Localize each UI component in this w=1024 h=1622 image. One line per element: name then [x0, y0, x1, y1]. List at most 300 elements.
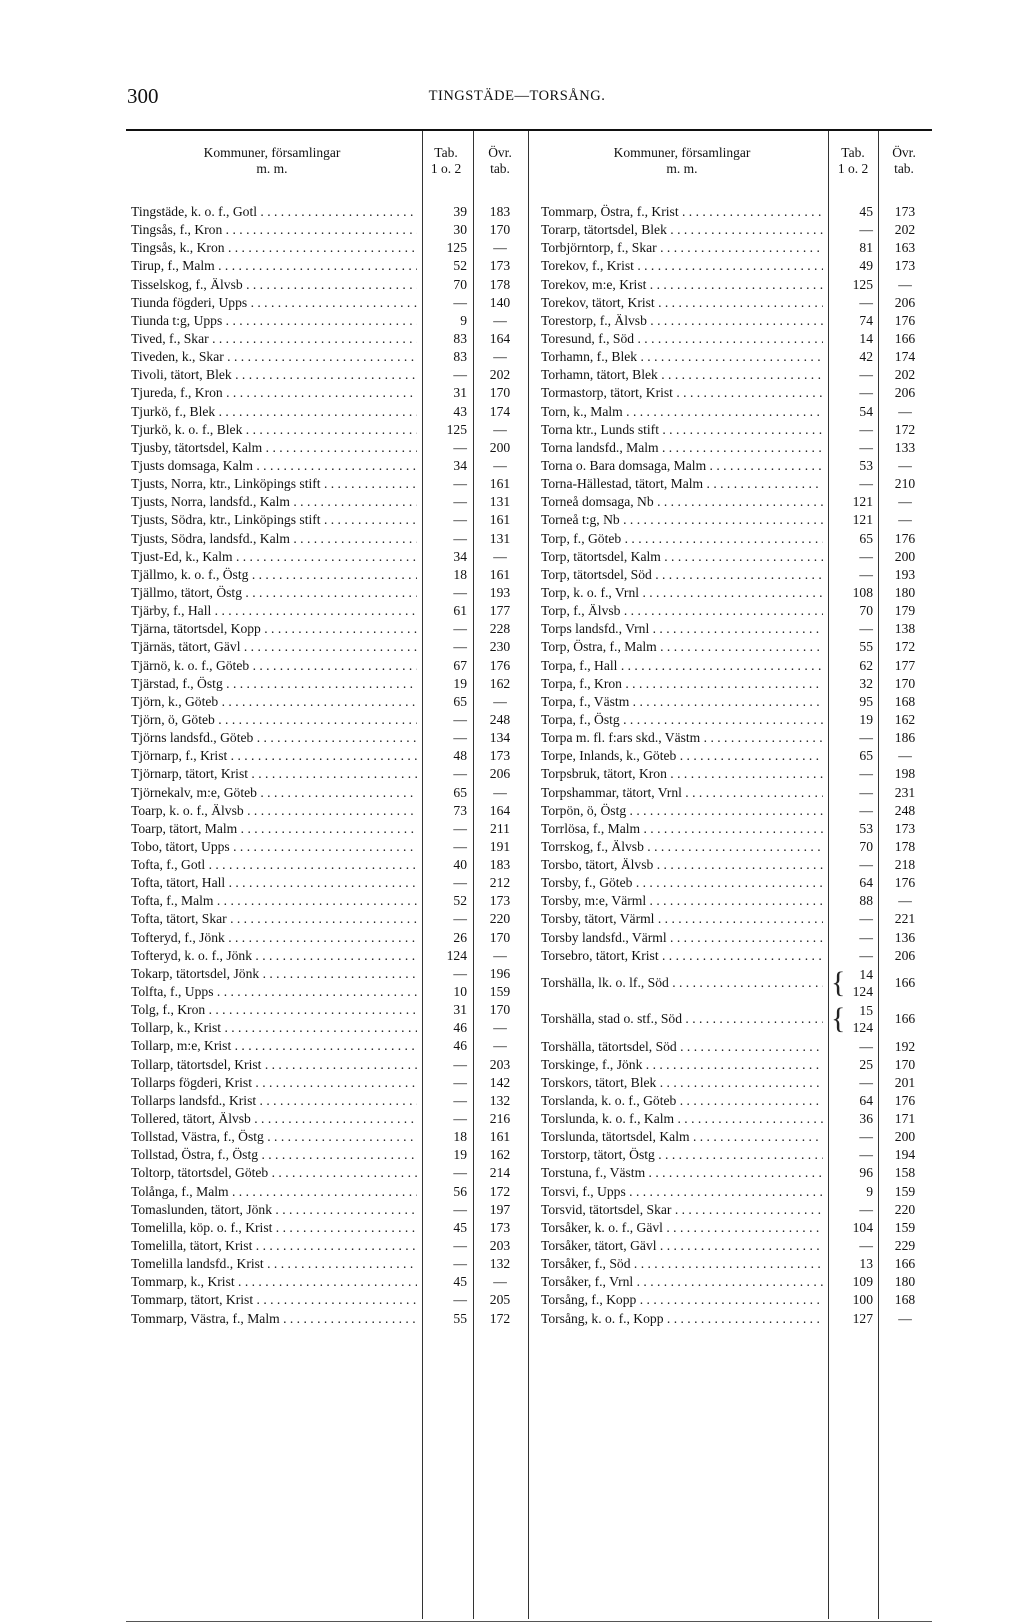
index-row: [127, 439, 527, 457]
other-table-reference: 166: [894, 974, 916, 990]
other-table-reference: 140: [489, 294, 511, 310]
other-table-reference: 193: [489, 584, 511, 600]
other-table-reference: 132: [489, 1256, 511, 1272]
index-row: [127, 584, 527, 602]
index-row: [537, 1038, 931, 1056]
other-table-reference: 202: [894, 367, 916, 383]
other-table-reference: —: [898, 276, 912, 292]
place-name: Tjureda, f., Kron . . .: [131, 384, 417, 402]
place-name: Tollarp, tätortsdel, Krist . . .: [131, 1056, 417, 1074]
tab-reference: —: [453, 294, 467, 310]
tab-reference: —: [859, 766, 873, 782]
other-table-reference: —: [493, 349, 507, 365]
other-table-reference: 159: [489, 984, 511, 1000]
place-name: Torsvi, f., Upps . . .: [541, 1183, 823, 1201]
other-table-reference: 166: [894, 1011, 916, 1027]
header-text: Övr.: [488, 145, 512, 160]
place-name: Torpa, f., Hall . . .: [541, 657, 823, 675]
index-row: [537, 729, 931, 747]
other-table-reference: 183: [489, 204, 511, 219]
tab-reference: 40: [453, 857, 467, 873]
tab-reference: —: [453, 367, 467, 383]
place-name: Torekov, tätort, Krist . . .: [541, 294, 823, 312]
tab-reference: 65: [453, 693, 467, 709]
place-name: Torn, k., Malm . . .: [541, 403, 823, 421]
place-name: Tofteryd, k. o. f., Jönk . . .: [131, 947, 417, 965]
tab-reference: —: [859, 1074, 873, 1090]
other-table-reference: 173: [894, 820, 916, 836]
index-row: [537, 294, 931, 312]
place-name: Torsby landsfd., Värml . . .: [541, 929, 823, 947]
index-row: [537, 820, 931, 838]
index-row: [537, 1273, 931, 1291]
tab-reference: 31: [453, 385, 467, 401]
place-name: Tofta, tätort, Hall . . .: [131, 874, 417, 892]
other-table-reference: 191: [489, 838, 511, 854]
index-row: [537, 1164, 931, 1182]
index-row: [127, 1164, 527, 1182]
place-name: Tolg, f., Kron . . .: [131, 1001, 417, 1019]
index-row: [127, 620, 527, 638]
tab-reference: 55: [453, 1310, 467, 1326]
index-row: [127, 1201, 527, 1219]
tab-reference: 45: [453, 1274, 467, 1290]
place-name: Torstuna, f., Västm . . .: [541, 1164, 823, 1182]
place-name: Tingsås, f., Kron . . .: [131, 221, 417, 239]
index-row: [537, 566, 931, 584]
index-row: [537, 548, 931, 566]
tab-reference: 65: [859, 748, 873, 764]
index-row: [537, 1074, 931, 1092]
place-name: Torhamn, tätort, Blek . . .: [541, 366, 823, 384]
tab-reference: 26: [453, 929, 467, 945]
index-row: [127, 548, 527, 566]
other-table-reference: 202: [894, 222, 916, 238]
tab-reference: —: [859, 621, 873, 637]
other-table-reference: —: [493, 312, 507, 328]
other-table-reference: 194: [894, 1147, 916, 1163]
tab-reference: 109: [852, 1274, 873, 1290]
other-table-reference: 200: [894, 548, 916, 564]
index-row: [537, 910, 931, 928]
tab-reference: —: [859, 947, 873, 963]
tab-reference: 88: [859, 893, 873, 909]
index-row: [127, 765, 527, 783]
other-table-reference: 138: [894, 621, 916, 637]
place-name: Torps landsfd., Vrnl . . .: [541, 620, 823, 638]
tab-reference: —: [859, 367, 873, 383]
place-name: Tjärnö, k. o. f., Göteb . . .: [131, 657, 417, 675]
place-name: Torpsbruk, tätort, Kron . . .: [541, 765, 823, 783]
index-row: [127, 856, 527, 874]
other-table-reference: 168: [894, 693, 916, 709]
place-name: Tjärby, f., Hall . . .: [131, 602, 417, 620]
index-row: [127, 1001, 527, 1019]
other-table-reference: —: [493, 1020, 507, 1036]
place-name: Torshälla, tätortsdel, Söd . . .: [541, 1038, 823, 1056]
place-name: Tjusts, Norra, landsfd., Kalm . . .: [131, 493, 417, 511]
place-name: Tollstad, Östra, f., Östg . . .: [131, 1146, 417, 1164]
index-row: [127, 693, 527, 711]
place-name: Torshälla, stad o. stf., Söd . . .: [541, 1001, 823, 1037]
other-table-reference: 200: [894, 1129, 916, 1145]
index-row: [127, 1092, 527, 1110]
index-row: [537, 239, 931, 257]
index-row: [127, 530, 527, 548]
other-table-reference: 210: [894, 476, 916, 492]
place-name: Tomelilla landsfd., Krist . . .: [131, 1255, 417, 1273]
other-table-reference: 173: [894, 258, 916, 274]
place-name: Torp, tätortsdel, Kalm . . .: [541, 548, 823, 566]
place-name: Torekov, f., Krist . . .: [541, 257, 823, 275]
tab-reference: 34: [453, 548, 467, 564]
other-table-reference: 211: [490, 820, 510, 836]
tab-reference: —: [859, 1201, 873, 1217]
tab-column-header: [424, 145, 468, 177]
index-row: [537, 257, 931, 275]
other-table-reference: 172: [489, 1183, 511, 1199]
right-rows: [537, 203, 931, 1328]
place-name: Torna o. Bara domsaga, Malm . . .: [541, 457, 823, 475]
tab-reference: 54: [859, 403, 873, 419]
place-name: Torslanda, k. o. f., Göteb . . .: [541, 1092, 823, 1110]
tab-reference: —: [453, 621, 467, 637]
other-table-reference: 173: [489, 258, 511, 274]
place-name: Tjurkö, k. o. f., Blek . . .: [131, 421, 417, 439]
other-table-reference: 216: [489, 1111, 511, 1127]
index-row: [127, 747, 527, 765]
other-table-reference: 228: [489, 621, 511, 637]
place-name: Tolånga, f., Malm . . .: [131, 1183, 417, 1201]
place-name: Torpe, Inlands, k., Göteb . . .: [541, 747, 823, 765]
index-row: [537, 747, 931, 765]
place-name: Tofta, f., Gotl . . .: [131, 856, 417, 874]
other-table-reference: 162: [894, 711, 916, 727]
tab-reference: —: [453, 1292, 467, 1308]
place-name: Torsång, k. o. f., Kopp . . .: [541, 1310, 823, 1328]
place-name: Torslunda, k. o. f., Kalm . . .: [541, 1110, 823, 1128]
index-row: [127, 1110, 527, 1128]
header-text: 1 o. 2: [837, 161, 869, 176]
other-table-reference: 218: [894, 857, 916, 873]
place-name: Tivoli, tätort, Blek . . .: [131, 366, 417, 384]
header-text: Tab.: [434, 145, 458, 160]
ovr-column-header: [474, 145, 526, 177]
other-table-reference: —: [898, 457, 912, 473]
header-text: 1 o. 2: [430, 161, 462, 176]
tab-reference: 53: [859, 820, 873, 836]
tab-reference: —: [859, 421, 873, 437]
tab-reference: 83: [453, 330, 467, 346]
index-row: [127, 602, 527, 620]
index-row: [127, 1183, 527, 1201]
tab-reference: 70: [859, 603, 873, 619]
header-text: Kommuner, församlingar: [613, 145, 751, 160]
other-table-reference: 197: [489, 1201, 511, 1217]
tab-reference: 65: [859, 530, 873, 546]
tab-reference: 127: [852, 1310, 873, 1326]
place-name: Tirup, f., Malm . . .: [131, 257, 417, 275]
index-row: [537, 1146, 931, 1164]
other-table-reference: 206: [894, 385, 916, 401]
index-row: [127, 1310, 527, 1328]
tab-reference: —: [453, 820, 467, 836]
index-row: [537, 693, 931, 711]
other-table-reference: 176: [894, 875, 916, 891]
tab-reference: —: [453, 530, 467, 546]
place-name: Tjärnäs, tätort, Gävl . . .: [131, 638, 417, 656]
tab-reference: —: [859, 1129, 873, 1145]
place-name: Torp, Östra, f., Malm . . .: [541, 638, 823, 656]
other-table-reference: —: [898, 512, 912, 528]
other-table-reference: 161: [489, 476, 511, 492]
other-table-reference: —: [493, 1274, 507, 1290]
index-row: [127, 239, 527, 257]
other-table-reference: 180: [894, 584, 916, 600]
index-row: [127, 965, 527, 983]
brace-symbol: {: [831, 965, 846, 999]
ovr-column-header: [879, 145, 929, 177]
index-row: [127, 1019, 527, 1037]
place-name: Torstorp, tätort, Östg . . .: [541, 1146, 823, 1164]
other-table-reference: 180: [894, 1274, 916, 1290]
other-table-reference: —: [493, 1038, 507, 1054]
tab-reference: 96: [859, 1165, 873, 1181]
other-table-reference: 170: [489, 1002, 511, 1018]
index-row: [127, 1291, 527, 1309]
tab-reference: —: [453, 1111, 467, 1127]
tab-reference: 32: [859, 675, 873, 691]
place-name: Tollarps landsfd., Krist . . .: [131, 1092, 417, 1110]
place-name: Tolfta, f., Upps . . .: [131, 983, 417, 1001]
place-name: Torskinge, f., Jönk . . .: [541, 1056, 823, 1074]
index-row: [127, 1037, 527, 1055]
other-table-reference: —: [493, 240, 507, 256]
tab-reference: 83: [453, 349, 467, 365]
index-row: [537, 276, 931, 294]
place-name: Tjörnarp, f., Krist . . .: [131, 747, 417, 765]
place-name: Tisselskog, f., Älvsb . . .: [131, 276, 417, 294]
tab-reference: 34: [453, 457, 467, 473]
place-name: Torna ktr., Lunds stift . . .: [541, 421, 823, 439]
tab-reference: 15: [859, 1003, 873, 1019]
index-row: [537, 602, 931, 620]
other-table-reference: 198: [894, 766, 916, 782]
other-table-reference: 178: [489, 276, 511, 292]
place-name: Tjusby, tätortsdel, Kalm . . .: [131, 439, 417, 457]
tab-reference: 9: [460, 312, 467, 328]
place-name: Tingsås, k., Kron . . .: [131, 239, 417, 257]
place-name: Tjurkö, f., Blek . . .: [131, 403, 417, 421]
index-row: [537, 947, 931, 965]
place-name: Tomaslunden, tätort, Jönk . . .: [131, 1201, 417, 1219]
place-name: Tommarp, Västra, f., Malm . . .: [131, 1310, 417, 1328]
place-name: Tofta, tätort, Skar . . .: [131, 910, 417, 928]
index-row: [127, 384, 527, 402]
tab-reference: 65: [453, 784, 467, 800]
tab-reference: —: [859, 222, 873, 238]
tab-reference: —: [453, 476, 467, 492]
other-table-reference: 161: [489, 566, 511, 582]
index-row: [127, 203, 527, 221]
other-table-reference: 164: [489, 330, 511, 346]
tab-reference: —: [453, 875, 467, 891]
other-table-reference: —: [898, 494, 912, 510]
index-row: [537, 838, 931, 856]
place-name: Tommarp, Östra, f., Krist . . .: [541, 203, 823, 221]
index-row: [127, 366, 527, 384]
tab-reference: —: [859, 784, 873, 800]
index-row: [537, 366, 931, 384]
place-name: Tjörns landsfd., Göteb . . .: [131, 729, 417, 747]
index-row: [537, 620, 931, 638]
other-table-reference: 170: [894, 675, 916, 691]
tab-reference: 67: [453, 657, 467, 673]
other-table-reference: 172: [894, 639, 916, 655]
tab-reference: 52: [453, 258, 467, 274]
other-table-reference: 142: [489, 1074, 511, 1090]
place-name: Tingstäde, k. o. f., Gotl . . .: [131, 203, 417, 221]
tab-reference: —: [453, 1165, 467, 1181]
other-table-reference: —: [898, 748, 912, 764]
place-name: Toresund, f., Söd . . .: [541, 330, 823, 348]
index-row: [127, 874, 527, 892]
index-row: [127, 1056, 527, 1074]
index-row: [537, 711, 931, 729]
other-table-reference: 230: [489, 639, 511, 655]
other-table-reference: 196: [489, 965, 511, 981]
other-table-reference: 229: [894, 1238, 916, 1254]
tab-reference: 124: [852, 1020, 873, 1036]
tab-reference: 121: [852, 494, 873, 510]
header-text: Övr.: [892, 145, 916, 160]
index-row: [537, 638, 931, 656]
index-row: [127, 638, 527, 656]
header-text: Tab.: [841, 145, 865, 160]
other-table-reference: 173: [894, 204, 916, 219]
tab-reference: 73: [453, 802, 467, 818]
other-table-reference: —: [493, 548, 507, 564]
other-table-reference: 220: [489, 911, 511, 927]
tab-reference: 55: [859, 639, 873, 655]
name-column-header: [537, 145, 827, 177]
tab-reference: —: [859, 911, 873, 927]
index-row: [127, 1273, 527, 1291]
tab-reference: 125: [852, 276, 873, 292]
tab-reference: 108: [852, 584, 873, 600]
other-table-reference: 166: [894, 330, 916, 346]
other-table-reference: 248: [489, 711, 511, 727]
place-name: Torneå t:g, Nb . . .: [541, 511, 823, 529]
index-row: [127, 657, 527, 675]
tab-reference: 100: [852, 1292, 873, 1308]
place-name: Tofteryd, f., Jönk . . .: [131, 929, 417, 947]
tab-reference: 43: [453, 403, 467, 419]
index-row: [127, 403, 527, 421]
index-row: [537, 1110, 931, 1128]
index-row: [127, 330, 527, 348]
tab-reference: —: [859, 548, 873, 564]
other-table-reference: 164: [489, 802, 511, 818]
tab-reference: —: [859, 439, 873, 455]
other-table-reference: 172: [894, 421, 916, 437]
other-table-reference: 221: [894, 911, 916, 927]
other-table-reference: 186: [894, 730, 916, 746]
tab-reference: 62: [859, 657, 873, 673]
tab-reference: 124: [852, 983, 873, 999]
place-name: Tjörnarp, tätort, Krist . . .: [131, 765, 417, 783]
tab-reference: —: [859, 294, 873, 310]
tab-reference: 64: [859, 1092, 873, 1108]
tab-reference: —: [453, 711, 467, 727]
index-row: [537, 1201, 931, 1219]
place-name: Torsbo, tätort, Älvsb . . .: [541, 856, 823, 874]
tab-reference: 64: [859, 875, 873, 891]
index-row: [537, 657, 931, 675]
index-row: [537, 330, 931, 348]
index-row: [127, 348, 527, 366]
index-row: [127, 1237, 527, 1255]
index-row: [127, 929, 527, 947]
index-row: [537, 403, 931, 421]
other-table-reference: —: [493, 693, 507, 709]
other-table-reference: 172: [489, 1310, 511, 1326]
brace-symbol: {: [831, 1002, 846, 1036]
other-table-reference: 176: [894, 312, 916, 328]
place-name: Torp, k. o. f., Vrnl . . .: [541, 584, 823, 602]
place-name: Torsebro, tätort, Krist . . .: [541, 947, 823, 965]
index-row: [537, 1291, 931, 1309]
place-name: Torpa, f., Kron . . .: [541, 675, 823, 693]
index-row: [127, 421, 527, 439]
tab-reference: —: [859, 857, 873, 873]
place-name: Tiveden, k., Skar . . .: [131, 348, 417, 366]
other-table-reference: 168: [894, 1292, 916, 1308]
index-row: [537, 1219, 931, 1237]
other-table-reference: 179: [894, 603, 916, 619]
index-row: [127, 475, 527, 493]
other-table-reference: —: [493, 947, 507, 963]
place-name: Torpshammar, tätort, Vrnl . . .: [541, 784, 823, 802]
other-table-reference: 192: [894, 1038, 916, 1054]
tab-reference: —: [859, 476, 873, 492]
tab-reference: —: [453, 1201, 467, 1217]
index-row: [537, 675, 931, 693]
index-row: [127, 910, 527, 928]
tab-reference: 19: [859, 711, 873, 727]
other-table-reference: 174: [489, 403, 511, 419]
index-row: [537, 892, 931, 910]
place-name: Torp, tätortsdel, Söd . . .: [541, 566, 823, 584]
place-name: Torestorp, f., Älvsb . . .: [541, 312, 823, 330]
tab-reference: 125: [446, 240, 467, 256]
tab-reference: 19: [453, 1147, 467, 1163]
place-name: Tiunda t:g, Upps . . .: [131, 312, 417, 330]
place-name: Tomelilla, köp. o. f., Krist . . .: [131, 1219, 417, 1237]
index-row: [537, 1237, 931, 1255]
other-table-reference: 173: [489, 893, 511, 909]
tab-reference: 104: [852, 1219, 873, 1235]
index-row: [537, 1056, 931, 1074]
tab-reference: 25: [859, 1056, 873, 1072]
index-row: [537, 784, 931, 802]
index-row: [127, 820, 527, 838]
name-column-header: [127, 145, 417, 177]
place-name: Torsåker, tätort, Gävl . . .: [541, 1237, 823, 1255]
tab-reference: 56: [453, 1183, 467, 1199]
index-row: [127, 838, 527, 856]
index-row: [537, 203, 931, 221]
